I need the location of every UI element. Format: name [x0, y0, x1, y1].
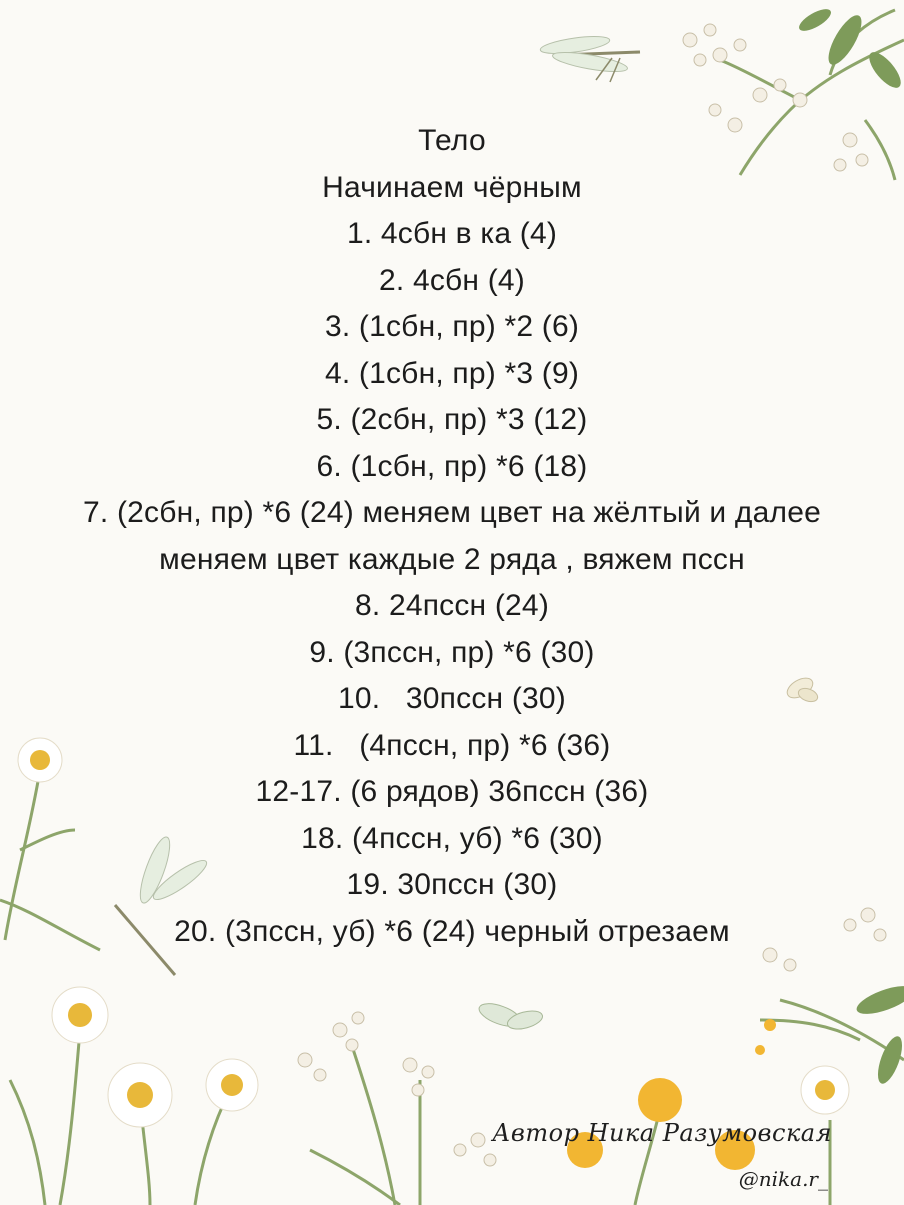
dragonfly-top [539, 33, 640, 82]
pattern-row: 18. (4пссн, уб) *6 (30) [301, 821, 603, 855]
pattern-row: 3. (1сбн, пр) *2 (6) [324, 310, 580, 343]
author-handle: @nika.r_ [738, 1167, 828, 1191]
pattern-row: 4. (1сбн, пр) *3 (9) [324, 356, 580, 390]
moth-bottom [476, 999, 544, 1032]
pattern-row: 20. (3пссн, уб) *6 (24) черный отрезаем [174, 914, 730, 948]
pattern-row: 6. (1сбн, пр) *6 (18) [316, 449, 588, 483]
pattern-row: 10. 30пссн (30) [338, 682, 566, 715]
bottom-left-daisies [52, 987, 258, 1127]
author-signature: Автор Ника Разумовская [492, 1119, 832, 1147]
bottom-right-yellow-flowers [567, 1019, 776, 1170]
pattern-row-continuation: меняем цвет каждые 2 ряда , вяжем пссн [159, 542, 745, 576]
pattern-row: 12-17. (6 рядов) 36пссн (36) [255, 775, 649, 808]
bottom-center-blossoms [298, 1012, 496, 1166]
pattern-row: 11. (4пссн, пр) *6 (36) [293, 728, 611, 762]
pattern-text [0, 118, 904, 955]
pattern-row: 7. (2сбн, пр) *6 (24) меняем цвет на жёлтый и далее [83, 496, 821, 529]
section-title: Тело [418, 124, 486, 157]
pattern-row: 9. (3пссн, пр) *6 (30) [309, 635, 595, 669]
pattern-row: 5. (2сбн, пр) *3 (12) [316, 403, 588, 436]
bottom-right-daisy [801, 1066, 849, 1114]
pattern-row: 2. 4сбн (4) [379, 263, 525, 297]
pattern-row: 8. 24пссн (24) [354, 589, 550, 622]
pattern-row: 1. 4сбн в ка (4) [346, 217, 558, 250]
pattern-row: 19. 30пссн (30) [346, 868, 558, 901]
start-note: Начинаем чёрным [322, 170, 582, 204]
